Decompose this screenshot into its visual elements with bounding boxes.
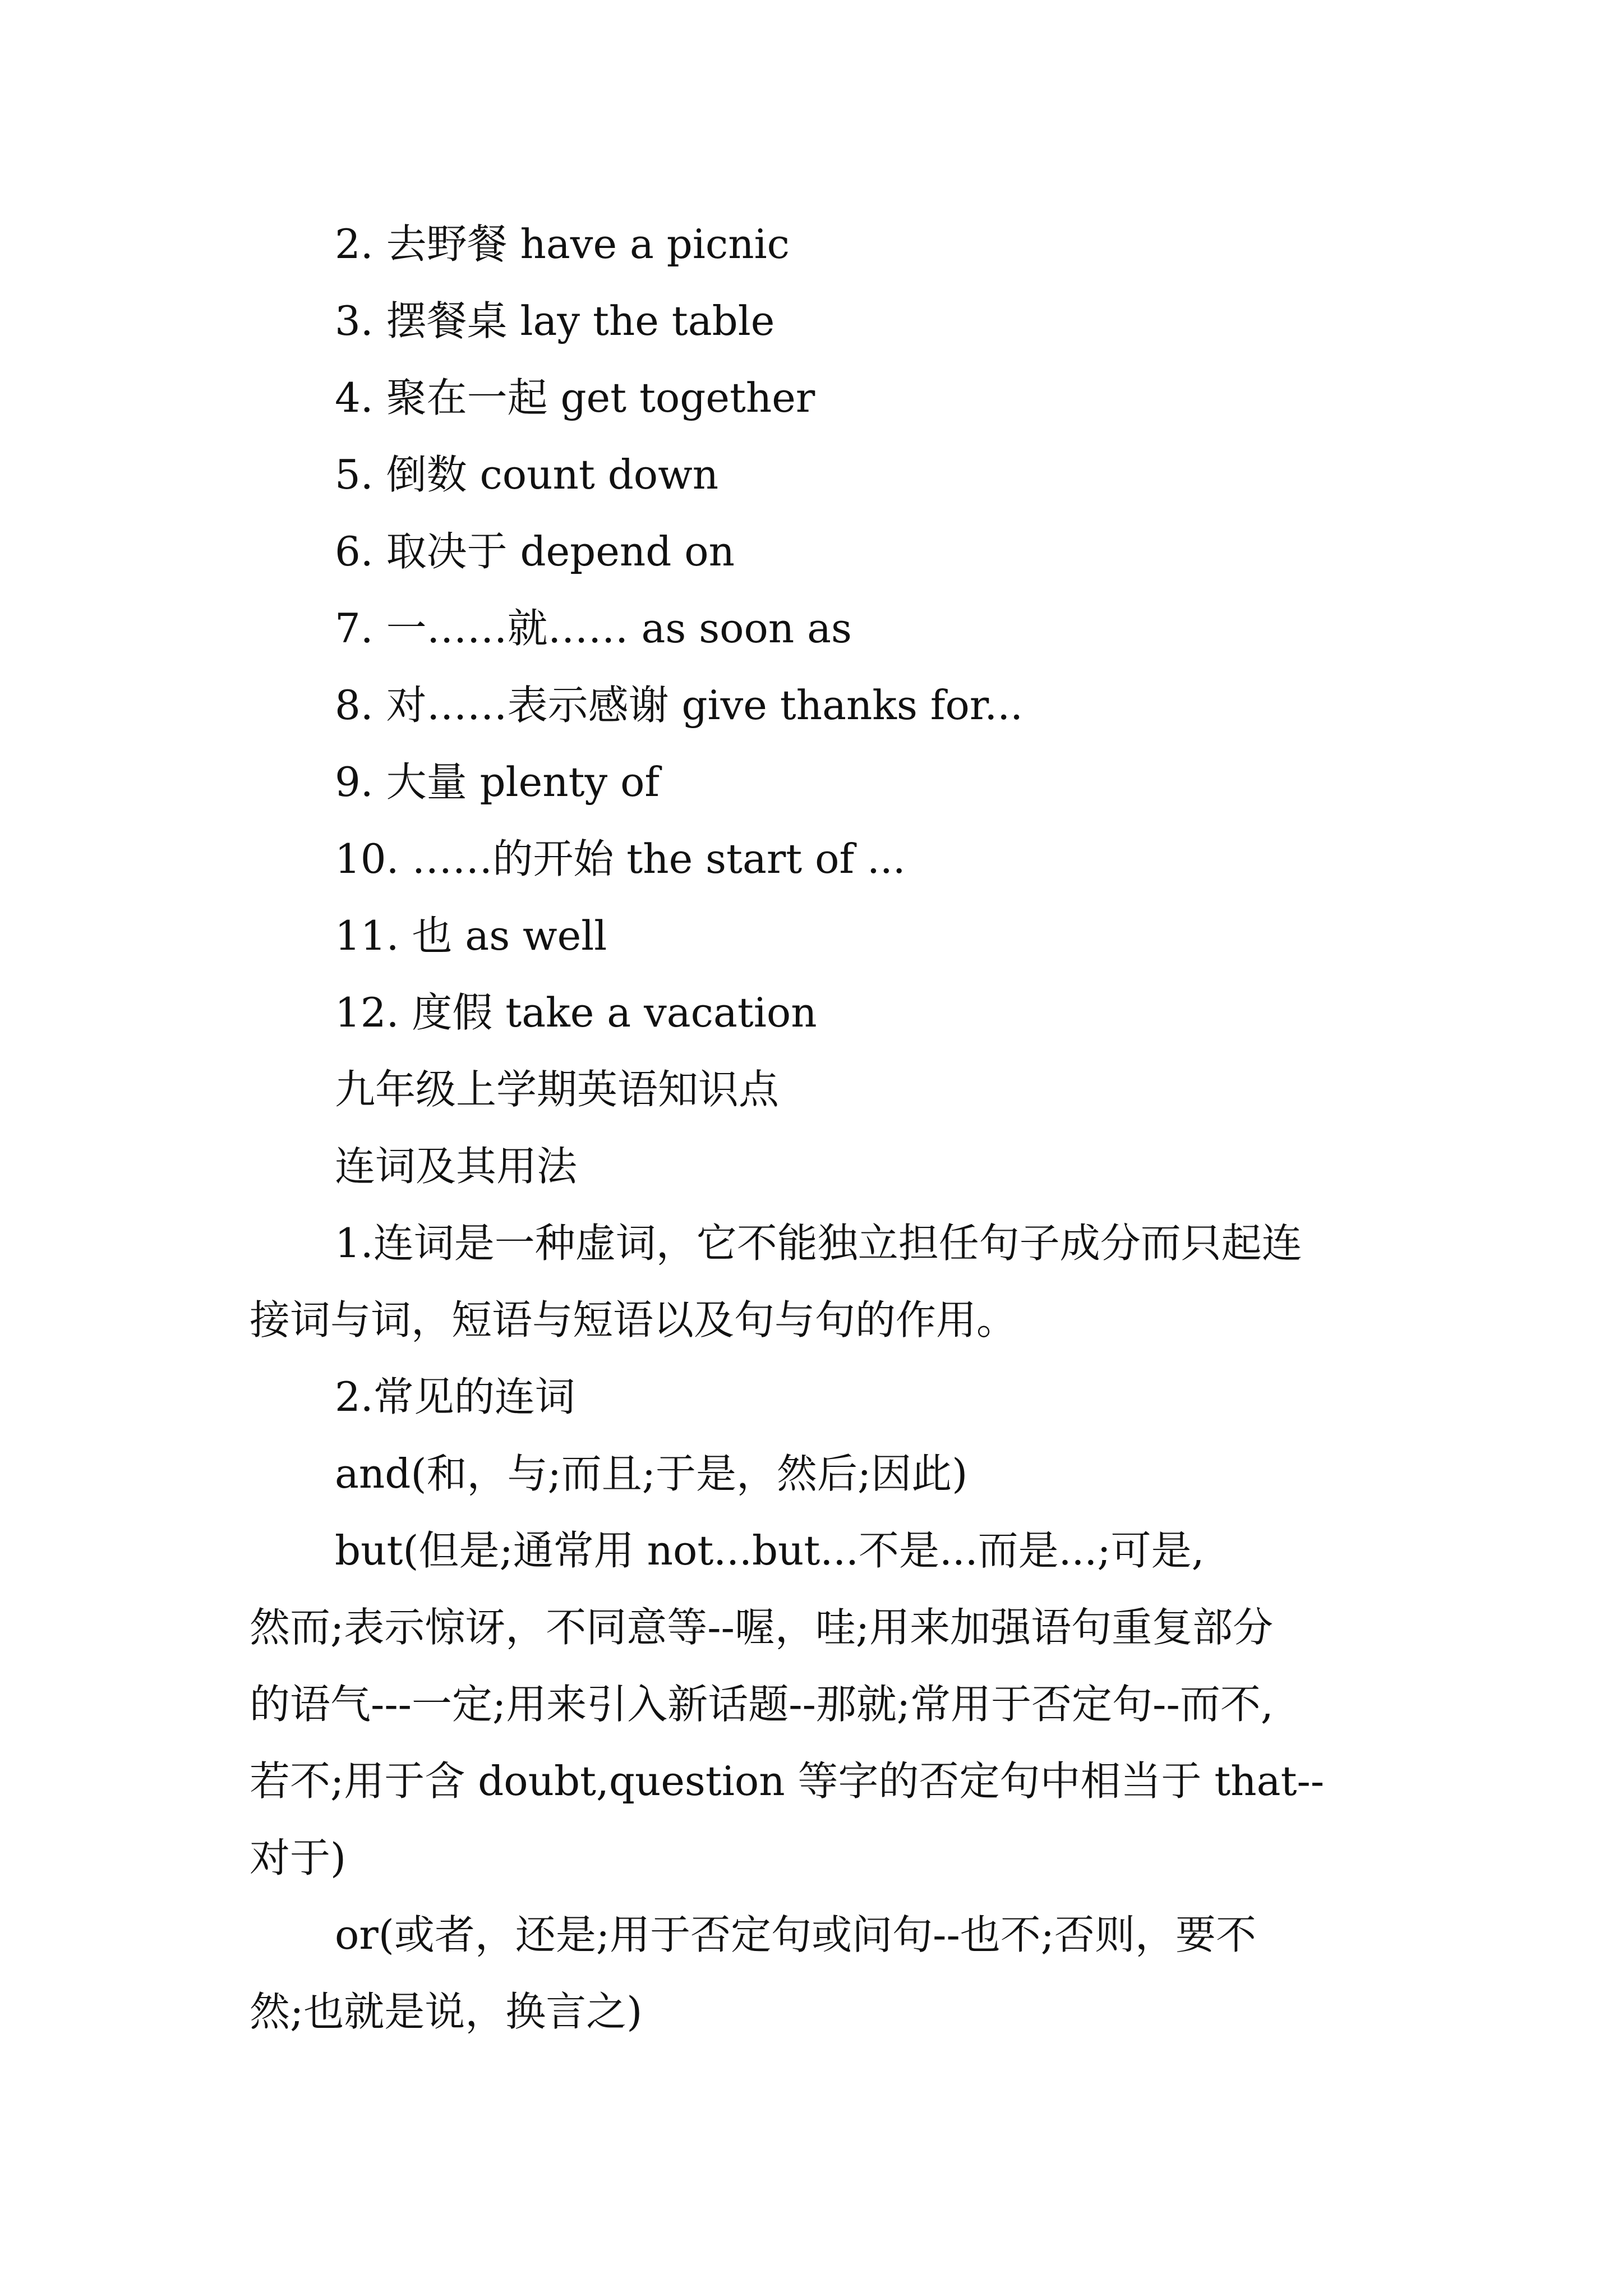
conjunction-but-line: 的语气---一定;用来引入新话题--那就;常用于否定句--而不, xyxy=(250,1681,1274,1728)
phrase-item: 5. 倒数 count down xyxy=(335,451,719,498)
conjunction-but-line: 然而;表示惊讶，不同意等--喔，哇;用来加强语句重复部分 xyxy=(250,1604,1274,1651)
phrase-item: 11. 也 as well xyxy=(335,912,607,959)
phrase-item: 9. 大量 plenty of xyxy=(335,758,660,806)
paragraph-heading: 2.常见的连词 xyxy=(335,1373,575,1420)
phrase-item: 12. 度假 take a vacation xyxy=(335,989,817,1036)
phrase-item: 7. 一……就…… as soon as xyxy=(335,605,852,652)
phrase-item: 2. 去野餐 have a picnic xyxy=(335,220,790,268)
subsection-title: 连词及其用法 xyxy=(335,1143,578,1190)
phrase-item: 3. 摆餐桌 lay the table xyxy=(335,297,775,344)
phrase-item: 8. 对……表示感谢 give thanks for... xyxy=(335,682,1023,729)
conjunction-and: and(和，与;而且;于是，然后;因此) xyxy=(335,1450,968,1497)
conjunction-but-line: 对于) xyxy=(250,1834,347,1881)
conjunction-but-line: but(但是;通常用 not...but...不是...而是...;可是, xyxy=(335,1527,1205,1574)
paragraph-line: 接词与词，短语与短语以及句与句的作用。 xyxy=(250,1296,1017,1343)
phrase-item: 4. 聚在一起 get together xyxy=(335,374,815,421)
conjunction-or-line: 然;也就是说，换言之) xyxy=(250,1988,643,2035)
phrase-item: 6. 取决于 depend on xyxy=(335,528,735,575)
conjunction-but-line: 若不;用于含 doubt,question 等字的否定句中相当于 that-- xyxy=(250,1757,1325,1805)
phrase-item: 10. ……的开始 the start of ... xyxy=(335,835,906,882)
section-title: 九年级上学期英语知识点 xyxy=(335,1066,780,1113)
conjunction-or-line: or(或者，还是;用于否定句或问句--也不;否则，要不 xyxy=(335,1911,1257,1958)
paragraph-line: 1.连词是一种虚词，它不能独立担任句子成分而只起连 xyxy=(335,1220,1302,1267)
